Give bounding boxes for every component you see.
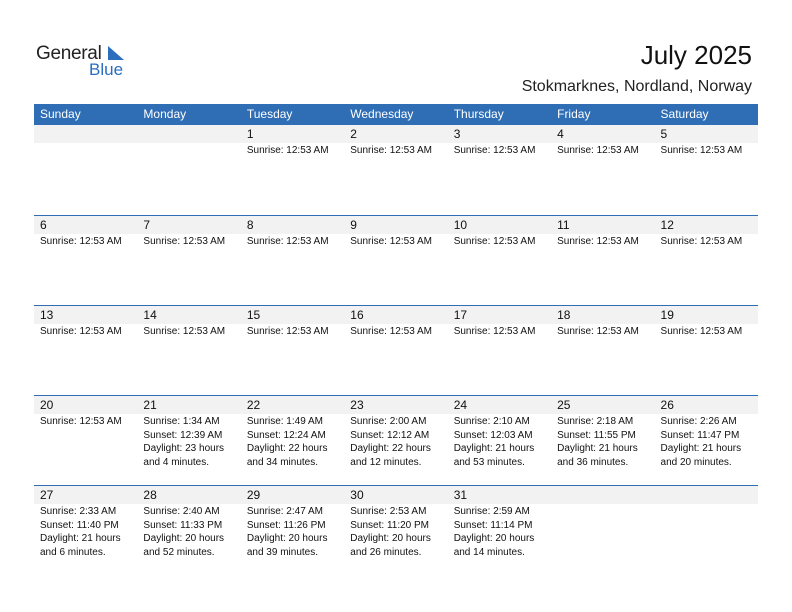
day-number: 16 <box>344 306 447 324</box>
sun-info-line: Sunrise: 12:53 AM <box>40 416 122 427</box>
sun-info-line: Sunrise: 1:49 AM <box>246 416 323 427</box>
calendar-day-cell <box>137 216 240 305</box>
calendar-day-cell <box>551 306 654 395</box>
day-number <box>34 125 137 143</box>
sun-info-line: Sunrise: 12:53 AM <box>660 236 743 247</box>
sun-info-line: Sunrise: 12:53 AM <box>350 236 432 247</box>
day-number: 4 <box>551 125 654 143</box>
calendar-day-cell <box>241 306 344 395</box>
day-sun-info <box>551 143 654 158</box>
day-number: 1 <box>241 125 344 143</box>
sun-info-line: Sunset: 12:12 AM <box>350 429 430 441</box>
day-sun-info <box>448 143 551 158</box>
day-sun-info <box>137 143 240 144</box>
day-number: 24 <box>448 396 551 414</box>
calendar-day-cell <box>241 486 344 575</box>
sun-info-line: Sunrise: 12:53 AM <box>660 145 743 156</box>
sun-info-line: Sunset: 11:40 PM <box>40 519 119 531</box>
day-sun-info <box>241 324 344 339</box>
sun-info-line: Sunset: 11:26 PM <box>246 519 326 531</box>
calendar-day-cell <box>655 396 758 485</box>
sun-info-line: Sunrise: 12:53 AM <box>143 236 226 247</box>
sun-info-line: Sunset: 11:20 PM <box>350 519 430 531</box>
sun-info-line: Daylight: 23 hours <box>143 443 225 454</box>
sun-info-line: and 34 minutes. <box>246 456 319 468</box>
calendar-day-cell <box>137 396 240 485</box>
calendar-week-row <box>34 485 758 575</box>
day-sun-info <box>344 414 447 469</box>
day-sun-info <box>655 234 758 249</box>
day-sun-info <box>551 234 654 249</box>
day-sun-info <box>448 234 551 249</box>
day-sun-info <box>34 324 137 339</box>
day-sun-info <box>34 504 137 559</box>
calendar-day-cell <box>34 486 137 575</box>
day-sun-info <box>448 324 551 339</box>
weekday-header: Friday <box>557 107 591 121</box>
day-sun-info <box>241 234 344 249</box>
calendar-day-cell <box>551 396 654 485</box>
day-sun-info <box>551 504 654 505</box>
weekday-header: Saturday <box>660 107 709 121</box>
day-number: 22 <box>241 396 344 414</box>
day-number: 21 <box>137 396 240 414</box>
day-number: 26 <box>655 396 758 414</box>
calendar-day-cell <box>551 486 654 575</box>
day-number <box>655 486 758 504</box>
day-sun-info <box>344 143 447 158</box>
location-subtitle: Stokmarknes, Nordland, Norway <box>521 78 752 95</box>
sun-info-line: Sunrise: 12:53 AM <box>246 326 329 337</box>
calendar-day-cell <box>448 216 551 305</box>
logo-text-general: General <box>36 43 102 64</box>
day-number <box>551 486 654 504</box>
calendar-day-cell <box>655 486 758 575</box>
day-sun-info <box>551 324 654 339</box>
sun-info-line: Sunrise: 2:40 AM <box>143 506 220 517</box>
sun-info-line: and 6 minutes. <box>40 546 106 558</box>
calendar-day-cell <box>344 396 447 485</box>
day-number: 5 <box>655 125 758 143</box>
sun-info-line: Sunrise: 2:18 AM <box>557 416 634 427</box>
day-sun-info <box>344 324 447 339</box>
page-title: July 2025 <box>640 40 752 70</box>
sun-info-line: and 52 minutes. <box>143 546 215 558</box>
calendar-week-row <box>34 395 758 485</box>
day-number: 18 <box>551 306 654 324</box>
day-sun-info <box>34 143 137 144</box>
sun-info-line: and 36 minutes. <box>557 456 629 468</box>
day-sun-info <box>655 324 758 339</box>
calendar-day-cell <box>137 125 240 215</box>
sun-info-line: Sunrise: 1:34 AM <box>143 416 220 427</box>
sun-info-line: Sunrise: 12:53 AM <box>40 236 122 247</box>
sun-info-line: Sunset: 11:55 PM <box>557 429 636 441</box>
sun-info-line: Sunset: 11:14 PM <box>453 519 533 531</box>
sun-info-line: Sunrise: 2:00 AM <box>350 416 427 427</box>
calendar-day-cell <box>137 306 240 395</box>
day-number <box>137 125 240 143</box>
weekday-header: Tuesday <box>246 107 293 121</box>
sun-info-line: Sunset: 12:24 AM <box>246 429 326 441</box>
sun-info-line: Sunrise: 2:53 AM <box>350 506 427 517</box>
calendar-week-row <box>34 215 758 305</box>
day-sun-info <box>344 504 447 559</box>
calendar-day-cell <box>344 306 447 395</box>
calendar-week-row <box>34 125 758 215</box>
sun-info-line: and 39 minutes. <box>246 546 319 558</box>
sun-info-line: Daylight: 21 hours <box>40 533 121 544</box>
sun-info-line: Sunset: 11:47 PM <box>660 429 740 441</box>
sun-info-line: Sunrise: 2:59 AM <box>453 506 530 517</box>
sun-info-line: and 12 minutes. <box>350 456 422 468</box>
day-number: 25 <box>551 396 654 414</box>
day-sun-info <box>137 504 240 559</box>
calendar-day-cell <box>137 486 240 575</box>
sun-info-line: Sunrise: 2:26 AM <box>660 416 737 427</box>
sun-info-line: Sunrise: 2:47 AM <box>246 506 323 517</box>
sun-info-line: Daylight: 21 hours <box>660 443 742 454</box>
sun-info-line: Sunrise: 12:53 AM <box>453 145 536 156</box>
day-number: 9 <box>344 216 447 234</box>
sun-info-line: Sunrise: 2:10 AM <box>453 416 530 427</box>
day-number: 23 <box>344 396 447 414</box>
day-number: 2 <box>344 125 447 143</box>
day-sun-info <box>137 414 240 469</box>
calendar-day-cell <box>344 216 447 305</box>
sun-info-line: Sunrise: 12:53 AM <box>40 326 122 337</box>
calendar-day-cell <box>34 396 137 485</box>
calendar-day-cell <box>448 125 551 215</box>
day-sun-info <box>655 143 758 158</box>
day-number: 13 <box>34 306 137 324</box>
weekday-header: Thursday <box>453 107 504 121</box>
day-sun-info <box>655 504 758 505</box>
day-number: 28 <box>137 486 240 504</box>
calendar-week-row <box>34 305 758 395</box>
sun-info-line: Sunrise: 12:53 AM <box>453 236 536 247</box>
sun-info-line: Daylight: 21 hours <box>557 443 638 454</box>
calendar-day-cell <box>344 125 447 215</box>
sun-info-line: Sunset: 12:03 AM <box>453 429 533 441</box>
day-sun-info <box>448 414 551 469</box>
sun-info-line: Sunset: 12:39 AM <box>143 429 223 441</box>
sun-info-line: and 14 minutes. <box>453 546 525 558</box>
sun-info-line: Sunrise: 12:53 AM <box>350 326 432 337</box>
day-number: 12 <box>655 216 758 234</box>
calendar-day-cell <box>241 216 344 305</box>
sun-info-line: and 26 minutes. <box>350 546 422 558</box>
sun-info-line: Sunrise: 12:53 AM <box>246 145 329 156</box>
calendar-day-cell <box>655 306 758 395</box>
calendar-day-cell <box>448 396 551 485</box>
calendar-day-cell <box>344 486 447 575</box>
day-sun-info <box>241 414 344 469</box>
weekday-header-row <box>34 104 758 125</box>
calendar-day-cell <box>34 306 137 395</box>
sun-info-line: Sunrise: 12:53 AM <box>453 326 536 337</box>
sun-info-line: Sunrise: 12:53 AM <box>246 236 329 247</box>
calendar-day-cell <box>241 125 344 215</box>
sun-info-line: Daylight: 22 hours <box>350 443 431 454</box>
sun-info-line: Daylight: 20 hours <box>453 533 535 544</box>
sun-info-line: and 20 minutes. <box>660 456 732 468</box>
day-number: 6 <box>34 216 137 234</box>
calendar-day-cell <box>551 216 654 305</box>
day-sun-info <box>137 324 240 339</box>
sun-info-line: and 4 minutes. <box>143 456 210 468</box>
sun-info-line: Daylight: 20 hours <box>350 533 431 544</box>
day-number: 27 <box>34 486 137 504</box>
sun-info-line: Daylight: 21 hours <box>453 443 535 454</box>
day-number: 31 <box>448 486 551 504</box>
sun-info-line: Sunrise: 12:53 AM <box>557 326 639 337</box>
sun-info-line: and 53 minutes. <box>453 456 525 468</box>
calendar-grid <box>34 125 758 575</box>
calendar-day-cell <box>551 125 654 215</box>
calendar-day-cell <box>655 125 758 215</box>
sun-info-line: Sunrise: 12:53 AM <box>557 236 639 247</box>
logo-text-blue: Blue <box>89 60 124 79</box>
sun-info-line: Daylight: 20 hours <box>246 533 328 544</box>
day-number: 17 <box>448 306 551 324</box>
calendar-day-cell <box>448 486 551 575</box>
sun-info-line: Sunrise: 12:53 AM <box>660 326 743 337</box>
day-sun-info <box>137 234 240 249</box>
calendar-day-cell <box>448 306 551 395</box>
day-sun-info <box>551 414 654 469</box>
day-number: 7 <box>137 216 240 234</box>
calendar-day-cell <box>241 396 344 485</box>
sun-info-line: Sunrise: 12:53 AM <box>143 326 226 337</box>
day-number: 30 <box>344 486 447 504</box>
day-number: 10 <box>448 216 551 234</box>
day-sun-info <box>344 234 447 249</box>
day-sun-info <box>655 414 758 469</box>
sun-info-line: Daylight: 22 hours <box>246 443 328 454</box>
sun-info-line: Daylight: 20 hours <box>143 533 225 544</box>
day-sun-info <box>448 504 551 559</box>
weekday-header: Wednesday <box>350 107 414 121</box>
day-number: 14 <box>137 306 240 324</box>
sun-info-line: Sunrise: 2:33 AM <box>40 506 117 517</box>
day-number: 8 <box>241 216 344 234</box>
weekday-header: Sunday <box>40 107 81 121</box>
calendar-day-cell <box>655 216 758 305</box>
weekday-header: Monday <box>143 107 187 121</box>
day-number: 29 <box>241 486 344 504</box>
day-sun-info <box>34 414 137 429</box>
sun-info-line: Sunrise: 12:53 AM <box>350 145 432 156</box>
sun-info-line: Sunrise: 12:53 AM <box>557 145 639 156</box>
calendar-day-cell <box>34 216 137 305</box>
sun-info-line: Sunset: 11:33 PM <box>143 519 223 531</box>
day-number: 3 <box>448 125 551 143</box>
brand-logo <box>36 44 136 84</box>
day-number: 11 <box>551 216 654 234</box>
day-sun-info <box>241 504 344 559</box>
day-sun-info <box>34 234 137 249</box>
calendar-day-cell <box>34 125 137 215</box>
day-sun-info <box>241 143 344 158</box>
day-number: 19 <box>655 306 758 324</box>
day-number: 20 <box>34 396 137 414</box>
day-number: 15 <box>241 306 344 324</box>
